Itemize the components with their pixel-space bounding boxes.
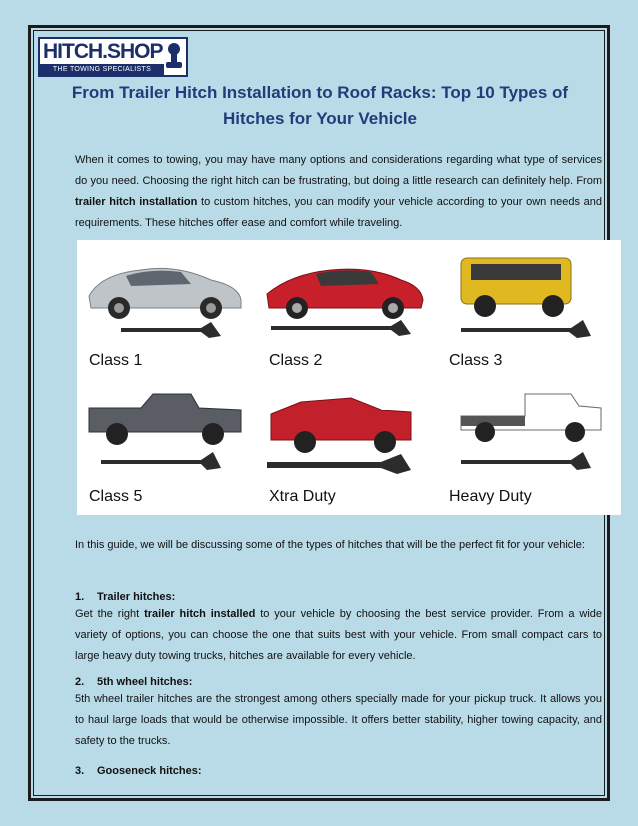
guide-paragraph: In this guide, we will be discussing some of the types of hitches that will be the perfect fit for your vehicle: <box>75 539 585 551</box>
class-label: Class 3 <box>449 352 503 369</box>
hitch-shop-logo[interactable] <box>38 37 188 77</box>
class-label: Xtra Duty <box>269 488 336 505</box>
link-trailer-hitch-installed[interactable]: trailer hitch installed <box>144 608 256 620</box>
logo-name: HITCH.SHOP <box>43 40 163 63</box>
white-work-truck-image <box>441 380 611 484</box>
section-heading-gooseneck-hitches: 3. Gooseneck hitches: <box>75 765 202 777</box>
trailer-ball-icon <box>164 42 184 74</box>
logo-tagline: THE TOWING SPECIALISTS <box>40 64 164 75</box>
class-label: Class 2 <box>269 352 323 369</box>
page-title: From Trailer Hitch Installation to Roof Racks: Top 10 Types of Hitches for Your Vehicle <box>71 83 569 128</box>
silver-hatchback-image <box>81 244 251 348</box>
class-label: Class 1 <box>89 352 143 369</box>
figure-cell-class-3 <box>441 244 611 374</box>
intro-link-trailer-hitch-installation[interactable]: trailer hitch installation <box>75 196 198 208</box>
red-pickup-image <box>261 380 431 484</box>
figure-cell-class-1 <box>81 244 251 374</box>
yellow-suv-image <box>441 244 611 348</box>
section-paragraph-trailer-hitches: Get the right trailer hitch installed to your vehicle by choosing the best service provider. From a wide variety of options, you can choose the one that suits best with your vehicle. From small compact cars to large heavy duty towing trucks, hitches are available for every vehicle. <box>75 608 602 662</box>
figure-cell-xtra-duty <box>261 380 431 510</box>
section-heading-trailer-hitches: 1. Trailer hitches: <box>75 591 176 603</box>
figure-cell-heavy-duty <box>441 380 611 510</box>
intro-paragraph: When it comes to towing, you may have many options and considerations regarding what type of services do you need. Choosing the right hitch can be frustrating, but doing a little research can definitely help. From trailer hitch installation to custom hitches, you can modify your vehicle according to your own needs and requirements. These hitches offer ease and comfort while traveling. <box>75 154 602 229</box>
hitch-classes-figure <box>77 240 621 515</box>
figure-cell-class-5 <box>81 380 251 510</box>
class-label: Class 5 <box>89 488 143 505</box>
section-paragraph-5th-wheel-hitches: 5th wheel trailer hitches are the strongest among others specially made for your pickup truck. It allows you to haul large loads that would be otherwise impossible. It offers better stability, higher towing capacity, and safety to the trucks. <box>75 693 602 747</box>
figure-cell-class-2 <box>261 244 431 374</box>
red-sedan-image <box>261 244 431 348</box>
section-heading-5th-wheel-hitches: 2. 5th wheel hitches: <box>75 676 193 688</box>
pickup-truck-image <box>81 380 251 484</box>
class-label: Heavy Duty <box>449 488 532 505</box>
